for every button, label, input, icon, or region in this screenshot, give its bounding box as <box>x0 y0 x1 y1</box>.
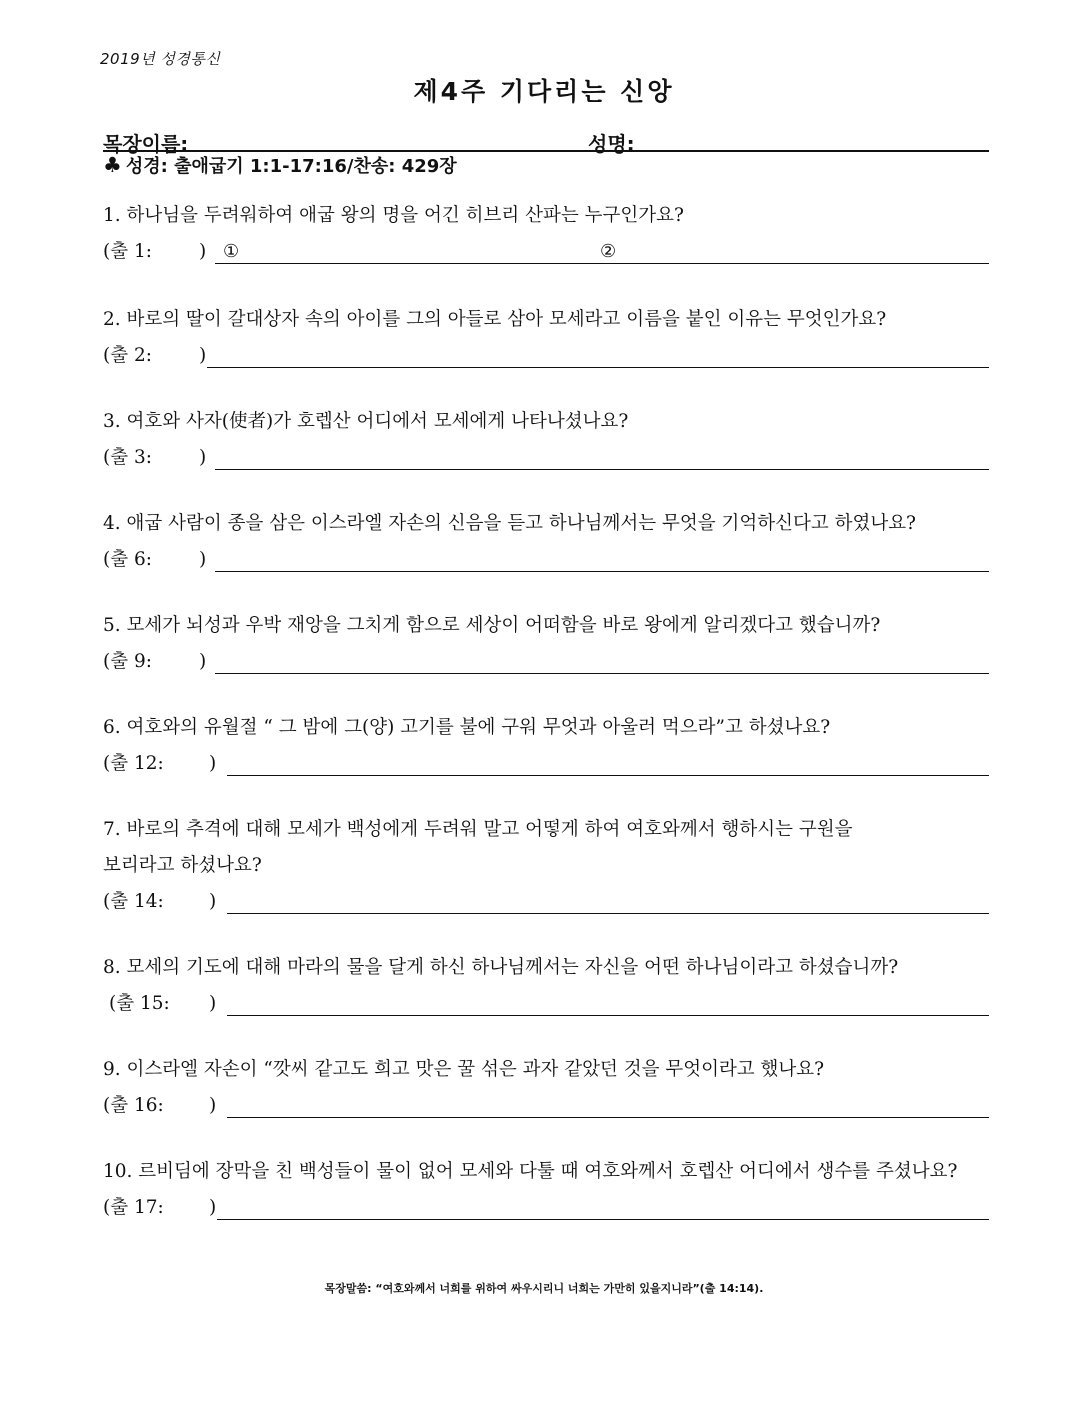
reference-close: ) <box>199 241 207 262</box>
reference <box>103 884 217 920</box>
answer-line[interactable] <box>207 367 989 368</box>
reference-open: (출 12: <box>103 753 164 774</box>
reference-open: (출 1: <box>103 241 152 262</box>
question-text-continued: 보리라고 하셨나요? <box>103 855 262 876</box>
reference-open: (출 14: <box>103 891 164 912</box>
reference <box>103 746 217 782</box>
question-9 <box>103 1052 989 1124</box>
answer-line[interactable] <box>215 673 989 674</box>
question-text: 4. 애굽 사람이 종을 삼은 이스라엘 자손의 신음을 듣고 하나님께서는 무엇을 기억하신다고 하였나요? <box>103 513 916 534</box>
corner-note: 2019년 성경통신 <box>100 50 221 68</box>
reference <box>103 338 207 374</box>
reference <box>103 1088 217 1124</box>
question-5 <box>103 608 989 680</box>
answer-row <box>103 746 989 782</box>
reference-close: ) <box>199 549 207 570</box>
question-8 <box>103 950 989 1022</box>
reference-open: (출 17: <box>103 1197 164 1218</box>
question-text: 2. 바로의 딸이 갈대상자 속의 아이를 그의 아들로 삼아 모세라고 이름을 붙인 이유는 무엇인가요? <box>103 309 887 330</box>
answer-row <box>103 884 989 920</box>
answer-line[interactable] <box>227 1117 989 1118</box>
reference <box>103 234 207 270</box>
reference <box>109 986 217 1022</box>
scripture-info <box>103 152 457 178</box>
name-bar <box>103 128 989 156</box>
reference-close: ) <box>199 651 207 672</box>
reference-open: (출 6: <box>103 549 152 570</box>
question-6 <box>103 710 989 782</box>
question-text: 10. 르비딤에 장막을 친 백성들이 물이 없어 모세와 다툴 때 여호와께서 호렙산 어디에서 생수를 주셨나요? <box>103 1161 958 1182</box>
reference-open: (출 2: <box>103 345 152 366</box>
reference-close: ) <box>209 1095 217 1116</box>
answer-line[interactable] <box>227 913 989 914</box>
reference-close: ) <box>209 891 217 912</box>
person-name-label: 성명: <box>588 132 635 156</box>
group-name-label: 목장이름: <box>103 132 189 156</box>
reference <box>103 1190 217 1226</box>
blank-marker-1: ① <box>223 241 240 262</box>
answer-line[interactable] <box>217 1219 989 1220</box>
page-title: 제4주 기다리는 신앙 <box>413 77 675 106</box>
reference-close: ) <box>209 993 217 1014</box>
reference-close: ) <box>209 1197 217 1218</box>
answer-row <box>103 986 989 1022</box>
question-text: 6. 여호와의 유월절 “ 그 밤에 그(양) 고기를 불에 구워 무엇과 아울러 먹으라”고 하셨나요? <box>103 717 831 738</box>
club-icon: ♣ <box>103 153 122 177</box>
reference-close: ) <box>199 447 207 468</box>
question-2 <box>103 302 989 374</box>
reference-close: ) <box>199 345 207 366</box>
question-text: 1. 하나님을 두려워하여 애굽 왕의 명을 어긴 히브리 산파는 누구인가요? <box>103 205 684 226</box>
answer-row <box>103 1088 989 1124</box>
question-7 <box>103 812 989 920</box>
answer-line[interactable] <box>215 469 989 470</box>
reference <box>103 440 207 476</box>
question-4 <box>103 506 989 578</box>
reference-open: (출 3: <box>103 447 152 468</box>
reference-open: (출 15: <box>109 993 170 1014</box>
answer-row <box>103 234 989 270</box>
question-3 <box>103 404 989 476</box>
memory-verse: 목장말씀: “여호와께서 너희를 위하여 싸우시리니 너희는 가만히 있을지니라”(출 14:14). <box>324 1282 764 1295</box>
question-text: 9. 이스라엘 자손이 “깟씨 같고도 희고 맛은 꿀 섞은 과자 같았던 것을 무엇이라고 했나요? <box>103 1059 825 1080</box>
reference <box>103 542 207 578</box>
question-text: 8. 모세의 기도에 대해 마라의 물을 달게 하신 하나님께서는 자신을 어떤 하나님이라고 하셨습니까? <box>103 957 899 978</box>
reference <box>103 644 207 680</box>
blank-marker-2: ② <box>600 241 617 262</box>
answer-line[interactable] <box>227 775 989 776</box>
answer-line[interactable] <box>227 1015 989 1016</box>
answer-row <box>103 644 989 680</box>
question-10 <box>103 1154 989 1226</box>
reference-open: (출 9: <box>103 651 152 672</box>
answer-row <box>103 338 989 374</box>
scripture-text: 성경: 출애굽기 1:1-17:16/찬송: 429장 <box>125 156 457 177</box>
reference-open: (출 16: <box>103 1095 164 1116</box>
question-text: 7. 바로의 추격에 대해 모세가 백성에게 두려워 말고 어떻게 하여 여호와께서 행하시는 구원을 <box>103 819 853 840</box>
question-text: 3. 여호와 사자(使者)가 호렙산 어디에서 모세에게 나타나셨나요? <box>103 411 629 432</box>
reference-close: ) <box>209 753 217 774</box>
question-1 <box>103 198 989 270</box>
answer-line[interactable] <box>215 571 989 572</box>
answer-row <box>103 542 989 578</box>
answer-row <box>103 440 989 476</box>
question-text: 5. 모세가 뇌성과 우박 재앙을 그치게 함으로 세상이 어떠함을 바로 왕에게 알리겠다고 했습니까? <box>103 615 881 636</box>
answer-row <box>103 1190 989 1226</box>
